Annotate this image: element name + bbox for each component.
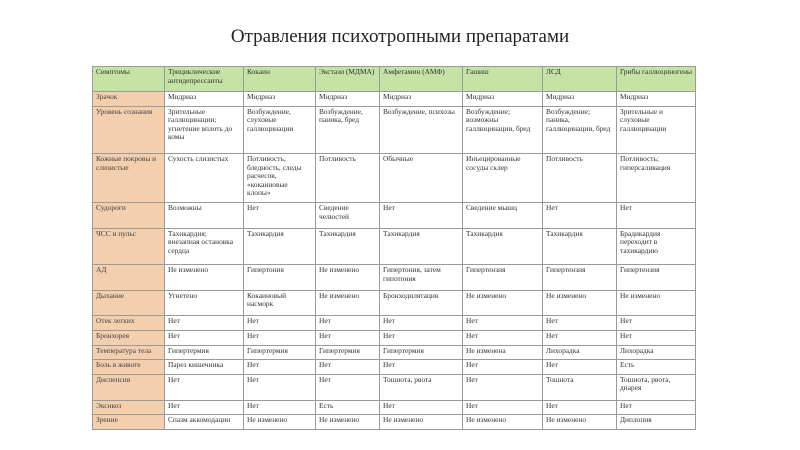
table-cell: Тахикардия xyxy=(543,228,617,264)
table-cell: Нет xyxy=(165,374,244,400)
table-cell: Нет xyxy=(244,400,316,415)
slide-title: Отравления психотропными препаратами xyxy=(230,26,570,47)
table-cell: Не изменено xyxy=(244,415,316,430)
table-cell: Сухость слизистых xyxy=(165,154,244,203)
table-cell: Нет xyxy=(165,316,244,331)
table-cell: Возбуждение, слуховые галлюцинации xyxy=(244,106,316,153)
symptom-cell: Зрение xyxy=(93,415,165,430)
table-cell: Брадикардия переходит в тахикардию xyxy=(617,228,696,264)
symptom-cell: Уровень сознания xyxy=(93,106,165,153)
table-cell: Мидриаз xyxy=(463,92,543,107)
table-cell: Кокаиновый насморк xyxy=(244,290,316,316)
table-cell: Диплопия xyxy=(617,415,696,430)
header-mushrooms: Грибы галлюциногены xyxy=(617,67,696,92)
table-row xyxy=(93,203,696,229)
symptom-cell: Температура тела xyxy=(93,345,165,360)
table-cell: Тахикардия xyxy=(380,228,463,264)
table-cell: Гипертензия xyxy=(463,265,543,291)
table-cell: Нет xyxy=(380,330,463,345)
table-cell: Гипертензия xyxy=(617,265,696,291)
symptom-cell: Отек легких xyxy=(93,316,165,331)
header-lsd: ЛСД xyxy=(543,67,617,92)
table-cell: Тахикардия; внезапная остановка сердца xyxy=(165,228,244,264)
header-symptoms: Симптомы xyxy=(93,67,165,92)
symptoms-table xyxy=(92,66,696,430)
table-cell: Гипертензия xyxy=(543,265,617,291)
table-cell: Потливость, бледность, следы расчесов, «кокаиновые клопы» xyxy=(244,154,316,203)
table-cell: Не изменено xyxy=(316,290,380,316)
table-cell: Не изменено xyxy=(543,415,617,430)
table-row xyxy=(93,92,696,107)
table-cell: Мидриаз xyxy=(165,92,244,107)
header-cocaine: Кокаин xyxy=(244,67,316,92)
table-cell: Зрительные галлюцинации; угнетение вплоть до комы xyxy=(165,106,244,153)
table-cell: Гипертермия xyxy=(380,345,463,360)
table-cell: Лихорадка xyxy=(543,345,617,360)
table-cell: Мидриаз xyxy=(244,92,316,107)
table-cell: Тахикардия xyxy=(463,228,543,264)
table-cell: Нет xyxy=(543,330,617,345)
symptom-cell: Диспепсия xyxy=(93,374,165,400)
table-row xyxy=(93,374,696,400)
table-cell: Тошнота xyxy=(543,374,617,400)
table-cell: Мидриаз xyxy=(617,92,696,107)
table-row xyxy=(93,330,696,345)
table-cell: Есть xyxy=(617,360,696,375)
table-row xyxy=(93,360,696,375)
table-cell: Нет xyxy=(380,400,463,415)
symptom-cell: АД xyxy=(93,265,165,291)
header-amphetamine: Амфетамин (АМФ) xyxy=(380,67,463,92)
table-cell: Возможны xyxy=(165,203,244,229)
table-cell: Сведение мышц xyxy=(463,203,543,229)
table-row xyxy=(93,154,696,203)
symptom-cell: Дыхание xyxy=(93,290,165,316)
table-cell: Возбуждение; возможны галлюцинации, бред xyxy=(463,106,543,153)
table-cell: Нет xyxy=(617,316,696,331)
table-cell: Нет xyxy=(617,330,696,345)
table-cell: Гипертония xyxy=(244,265,316,291)
table-cell: Нет xyxy=(380,316,463,331)
symptom-cell: Зрачок xyxy=(93,92,165,107)
table-row xyxy=(93,265,696,291)
table-cell: Тошнота, рвота, диарея xyxy=(617,374,696,400)
table-row xyxy=(93,290,696,316)
table-cell: Не изменено xyxy=(380,415,463,430)
table-row xyxy=(93,400,696,415)
symptoms-table-container xyxy=(92,66,695,430)
table-cell: Нет xyxy=(380,203,463,229)
table-cell: Нет xyxy=(316,360,380,375)
table-cell: Потливость xyxy=(543,154,617,203)
table-cell: Не изменено xyxy=(617,290,696,316)
symptom-cell: Боль в животе xyxy=(93,360,165,375)
symptom-cell: Судороги xyxy=(93,203,165,229)
table-cell: Нет xyxy=(463,360,543,375)
table-cell: Тахикардия xyxy=(316,228,380,264)
table-header-row xyxy=(93,67,696,92)
table-cell: Нет xyxy=(244,374,316,400)
table-row xyxy=(93,228,696,264)
table-cell: Парез кишечника xyxy=(165,360,244,375)
table-cell: Инъецированные сосуды склер xyxy=(463,154,543,203)
table-cell: Обычные xyxy=(380,154,463,203)
table-cell: Нет xyxy=(316,330,380,345)
table-cell: Гипертермия xyxy=(165,345,244,360)
table-cell: Угнетено xyxy=(165,290,244,316)
table-cell: Лихорадка xyxy=(617,345,696,360)
header-tricyclic: Трициклические антидепрессанты xyxy=(165,67,244,92)
table-cell: Не изменено xyxy=(316,415,380,430)
table-cell: Нет xyxy=(617,400,696,415)
table-cell: Гипертермия xyxy=(316,345,380,360)
table-cell: Нет xyxy=(617,203,696,229)
table-cell: Спазм аккомодации xyxy=(165,415,244,430)
table-cell: Нет xyxy=(380,360,463,375)
table-cell: Не изменено xyxy=(543,290,617,316)
table-row xyxy=(93,415,696,430)
table-cell: Нет xyxy=(543,316,617,331)
table-cell: Нет xyxy=(463,374,543,400)
table-cell: Нет xyxy=(463,400,543,415)
table-cell: Не изменено xyxy=(165,265,244,291)
table-cell: Потливость; гиперсаливация xyxy=(617,154,696,203)
table-cell: Гипертония, затем гипотония xyxy=(380,265,463,291)
table-cell: Мидриаз xyxy=(380,92,463,107)
table-cell: Есть xyxy=(316,400,380,415)
table-body xyxy=(93,92,696,430)
table-row xyxy=(93,106,696,153)
table-cell: Не изменено xyxy=(316,265,380,291)
table-cell: Возбуждение, психозы xyxy=(380,106,463,153)
table-cell: Мидриаз xyxy=(543,92,617,107)
table-row xyxy=(93,316,696,331)
table-cell: Не изменена xyxy=(463,345,543,360)
table-cell: Гипертермия xyxy=(244,345,316,360)
table-cell: Сведение челюстей xyxy=(316,203,380,229)
table-row xyxy=(93,345,696,360)
table-cell: Не изменено xyxy=(463,415,543,430)
table-cell: Нет xyxy=(316,374,380,400)
table-cell: Зрительные и слуховые галлюцинации xyxy=(617,106,696,153)
table-cell: Нет xyxy=(463,330,543,345)
symptom-cell: Эксикоз xyxy=(93,400,165,415)
table-cell: Потливость xyxy=(316,154,380,203)
table-cell: Тошнота, рвота xyxy=(380,374,463,400)
table-cell: Нет xyxy=(244,360,316,375)
table-cell: Нет xyxy=(165,330,244,345)
table-cell: Не изменено xyxy=(463,290,543,316)
header-hashish: Гашиш xyxy=(463,67,543,92)
table-cell: Нет xyxy=(316,316,380,331)
symptom-cell: Бронхорея xyxy=(93,330,165,345)
table-cell: Бронходилятация xyxy=(380,290,463,316)
header-ecstasy: Экстази (МДМА) xyxy=(316,67,380,92)
table-cell: Мидриаз xyxy=(316,92,380,107)
table-cell: Нет xyxy=(244,316,316,331)
table-cell: Нет xyxy=(543,400,617,415)
table-cell: Нет xyxy=(543,203,617,229)
table-cell: Возбуждение, паника, бред xyxy=(316,106,380,153)
table-cell: Нет xyxy=(165,400,244,415)
table-cell: Нет xyxy=(244,203,316,229)
symptom-cell: Кожные покровы и слизистые xyxy=(93,154,165,203)
table-cell: Нет xyxy=(463,316,543,331)
table-cell: Возбуждение; паника, галлюцинации, бред xyxy=(543,106,617,153)
symptom-cell: ЧСС и пульс xyxy=(93,228,165,264)
table-cell: Тахикардия xyxy=(244,228,316,264)
table-cell: Нет xyxy=(543,360,617,375)
table-cell: Нет xyxy=(244,330,316,345)
